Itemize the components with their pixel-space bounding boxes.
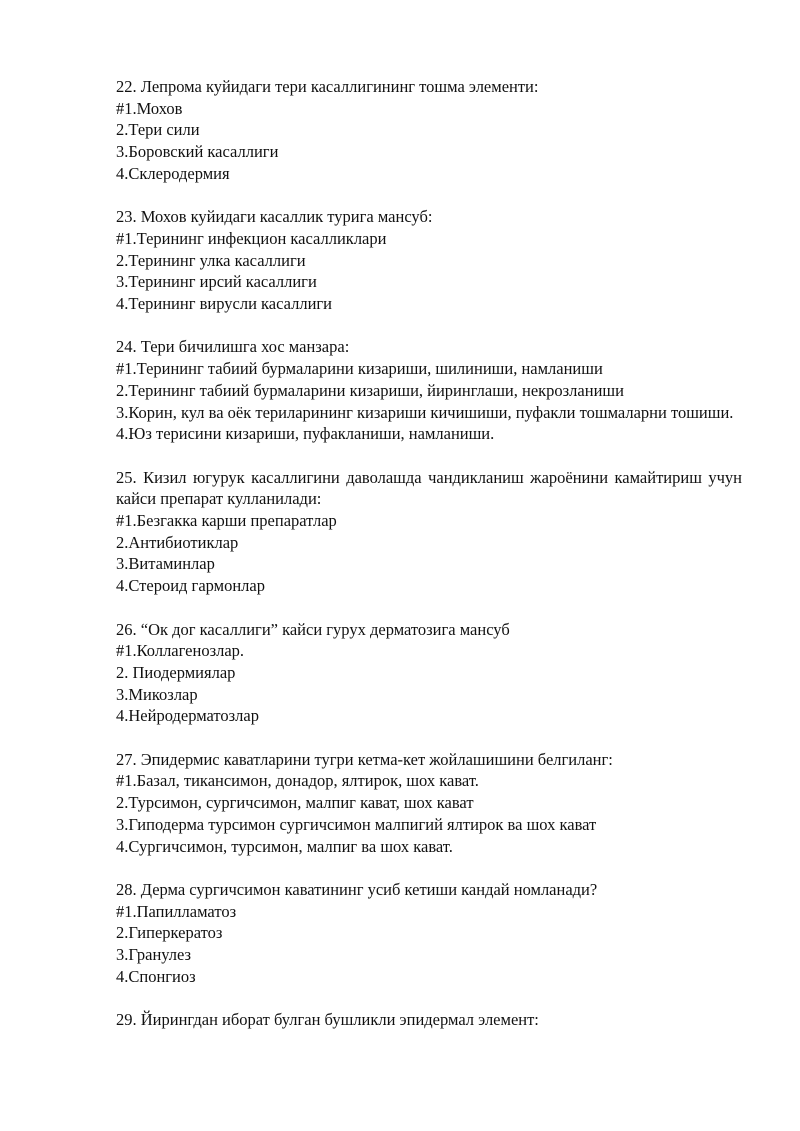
question-title: 28. Дерма сургичсимон каватининг усиб кетиши кандай номланади?	[116, 879, 598, 899]
answer-option: 2.Антибиотиклар	[116, 532, 239, 552]
answer-option: #1.Папилламатоз	[116, 901, 237, 921]
question-24	[116, 336, 742, 445]
answer-option: 3.Микозлар	[116, 684, 198, 704]
answer-option: #1.Терининг табиий бурмаларини кизариши, шилиниши, намланиши	[116, 359, 603, 379]
question-28	[116, 879, 742, 988]
question-23	[116, 206, 742, 315]
question-title: 25. Кизил югурук касаллигини даволашда чандикланиш жароёнини камайтириш учун кайси препарат кулланилади:	[116, 467, 747, 509]
answer-option: #1.Мохов	[116, 98, 183, 118]
answer-option: 2.Терининг табиий бурмаларини кизариши, йиринглаши, некрозланиши	[116, 380, 624, 400]
answer-option: 4.Стероид гармонлар	[116, 576, 265, 596]
question-27	[116, 749, 742, 858]
answer-option: 3.Корин, кул ва оёк териларининг кизариши кичишиши, пуфакли тошмаларни тошиши.	[116, 402, 734, 422]
answer-option: 2.Тери сили	[116, 120, 200, 140]
answer-option: #1.Терининг инфекцион касалликлари	[116, 228, 387, 248]
answer-option: #1.Базал, тикансимон, донадор, ялтирок, шох кават.	[116, 771, 479, 791]
question-title: 26. “Ок дог касаллиги” кайси гурух дерматозига мансуб	[116, 619, 510, 639]
answer-option: 3.Терининг ирсий касаллиги	[116, 272, 317, 292]
question-title: 23. Мохов куйидаги касаллик турига мансуб:	[116, 207, 433, 227]
answer-option: 2.Турсимон, сургичсимон, малпиг кават, шох кават	[116, 793, 474, 813]
answer-option: #1.Безгакка карши препаратлар	[116, 511, 337, 531]
answer-option: 3.Витаминлар	[116, 554, 215, 574]
question-29	[116, 1009, 742, 1031]
answer-option: 4.Сургичсимон, турсимон, малпиг ва шох кават.	[116, 836, 453, 856]
answer-option: 2.Терининг улка касаллиги	[116, 250, 306, 270]
answer-option: 4.Спонгиоз	[116, 966, 196, 986]
answer-option: 3.Гранулез	[116, 945, 192, 965]
answer-option: 4.Склеродермия	[116, 163, 230, 183]
document-page	[116, 76, 747, 1053]
answer-option: 2.Гиперкератоз	[116, 923, 223, 943]
answer-option: 3.Боровский касаллиги	[116, 142, 279, 162]
answer-option: 4.Юз терисини кизариши, пуфакланиши, намланиши.	[116, 424, 495, 444]
question-title: 24. Тери бичилишга хос манзара:	[116, 337, 350, 357]
answer-option: 4.Терининг вирусли касаллиги	[116, 294, 333, 314]
answer-option: 4.Нейродерматозлар	[116, 706, 259, 726]
question-22	[116, 76, 742, 185]
answer-option: 2. Пиодермиялар	[116, 662, 236, 682]
answer-option: 3.Гиподерма турсимон сургичсимон малпигий ялтирок ва шох кават	[116, 814, 597, 834]
answer-option: #1.Коллагенозлар.	[116, 641, 245, 661]
question-26	[116, 619, 742, 728]
question-title: 22. Лепрома куйидаги тери касаллигининг тошма элементи:	[116, 77, 539, 96]
question-title: 27. Эпидермис каватларини тугри кетма-кет жойлашишини белгиланг:	[116, 749, 613, 769]
question-title: 29. Йирингдан иборат булган бушликли эпидермал элемент:	[116, 1010, 539, 1030]
question-25	[116, 467, 747, 597]
